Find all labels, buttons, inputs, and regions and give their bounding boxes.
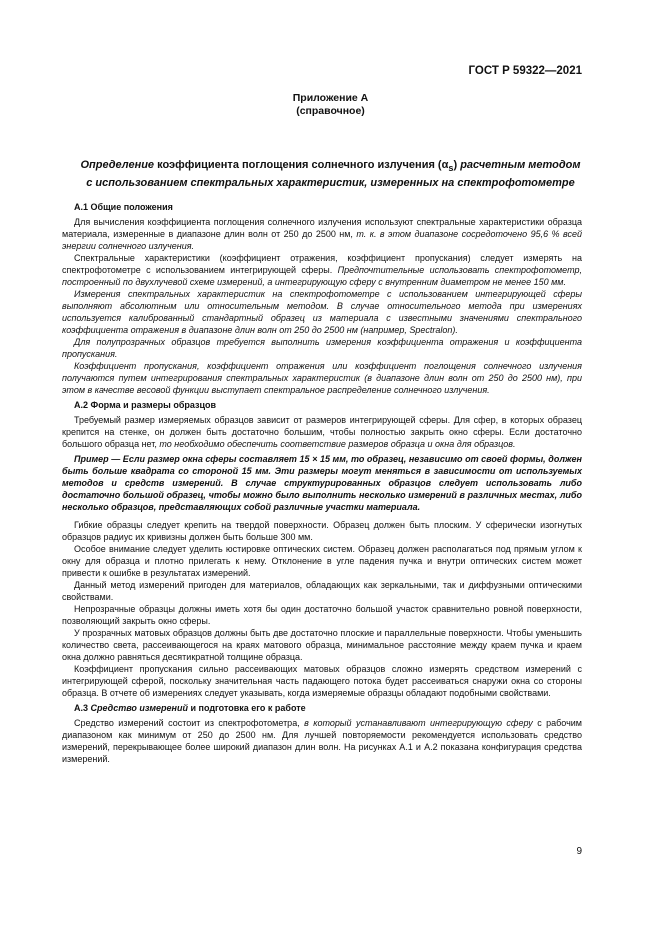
title-part-4: расчетным методом <box>460 159 581 171</box>
a1-p1-text: Для вычисления коэффициента поглощения солнечного излучения используют спектральные характеристики образца материала, измеренные в диапазоне длин волн от 250 до 2500 нм, <box>62 217 582 239</box>
title-part-3: ) <box>453 159 461 171</box>
a3-heading-italic: Средство измерений <box>90 703 188 713</box>
section-a1-paragraph: Коэффициент пропускания, коэффициент отражения или коэффициент поглощения солнечного излучения получаются путем интегрирования спектральных характеристик (в диапазоне длин волн от 250 до 2500 нм), при этом в качестве весовой функции выступает спектральное распределение солнечного излучения. <box>62 361 582 395</box>
section-a1-paragraph <box>62 252 582 288</box>
appendix-title <box>55 158 606 191</box>
section-a3-heading <box>62 702 582 714</box>
document-body <box>62 199 582 765</box>
a3-p1-italic: в который устанавливают интегрирующую сферу <box>304 718 533 728</box>
appendix-label: Приложение А <box>292 92 369 104</box>
a1-p2-italic: Предпочтительные использовать спектрофотометр, построенный по двухлучевой схеме измерений, а интегрирующую сферу с внутренним диаметром не менее 150 мм. <box>62 265 582 287</box>
section-a2-paragraph: Непрозрачные образцы должны иметь хотя бы один достаточно большой участок сравнительно ровной поверхности, позволяющий закрыть окно сферы. <box>62 604 582 626</box>
example-paragraph: Пример — Если размер окна сферы составляет 15 × 15 мм, то образец, независимо от своей формы, должен быть больше квадрата со стороной 15 мм. Эти размеры могут меняться в зависимости от используемых методов и средств измерений. В случае структурированных образцов следует использовать либо достаточно большой образец, чтобы можно было выполнить несколько измерений в различных местах, либо несколько образцов, представляющих собой различные участки материала. <box>62 454 582 512</box>
section-a3-paragraph <box>62 717 582 765</box>
section-a1-paragraph: Для полупрозрачных образцов требуется выполнить измерения коэффициента отражения и коэффициента пропускания. <box>62 337 582 359</box>
a2-p1-text: Требуемый размер измеряемых образцов зависит от размеров интегрирующей сферы. Для сфер, в которых образец крепится на стенке, он должен быть достаточно большим, чтобы полностью закрыть окно сферы. Если достаточно большого образца нет, <box>62 415 582 449</box>
title-part-2: коэффициента поглощения солнечного излучения (α <box>154 159 449 171</box>
section-a2-paragraph: У прозрачных матовых образцов должны быть две достаточно плоские и параллельные поверхности. Чтобы уменьшить количество света, рассеивающегося на краях матового образца, минимальное расстояние между краем пучка и краем окна должно равняться десятикратной толщине образца. <box>62 628 582 662</box>
section-a1-paragraph: Измерения спектральных характеристик на спектрофотометре с использованием интегрирующей сферы выполняют абсолютным или относительным методом. В случае относительного метода при измерениях используется калиброванный стандартный образец из материала с известными значениями спектрального коэффициента отражения в диапазоне длин волн от 250 до 2500 нм (например, Spectralon). <box>62 289 582 335</box>
section-a1-paragraph <box>62 216 582 252</box>
section-a2-paragraph: Коэффициент пропускания сильно рассеивающих матовых образцов сложно измерять средством измерений с интегрирующей сферой, поскольку значительная часть падающего потока будет рассеиваться снаружи окна со стороны образца. В отчете об измерениях следует указывать, когда измеряемые образцы обладают подобными свойствами. <box>62 664 582 698</box>
a1-p1-italic: т. к. в этом диапазоне сосредоточено 95,6 % всей энергии солнечного излучения. <box>62 229 582 251</box>
section-a1-heading: А.1 Общие положения <box>74 202 173 212</box>
title-part-5: с использованием спектральных характеристик, измеренных на спектрофотометре <box>86 177 575 190</box>
standard-number: ГОСТ Р 59322—2021 <box>468 65 582 77</box>
section-a2-paragraph: Гибкие образцы следует крепить на твердой поверхности. Образец должен быть плоским. У сферически изогнутых образцов радиус их кривизны должен быть больше 300 мм. <box>62 520 582 542</box>
section-a2-paragraph: Данный метод измерений пригоден для материалов, обладающих как зеркальными, так и диффузными оптическими свойствами. <box>62 580 582 602</box>
a3-p1-text: Средство измерений состоит из спектрофотометра, <box>74 718 305 728</box>
appendix-kind: (справочное) <box>296 105 365 117</box>
a3-p1-rest: с рабочим диапазоном как минимум от 250 до 2500 нм. Для лучшей повторяемости рекомендуется использовать средство измерений, перекрывающее более широкий диапазон длин волн. На рисунках А.1 и А.2 показана конфигурация средства измерений. <box>62 718 582 764</box>
title-part-1: Определение <box>80 159 155 171</box>
a3-heading-number: А.3 <box>74 703 91 713</box>
a2-p1-italic: то необходимо обеспечить соответствие размеров образца и окна для образцов. <box>159 439 516 449</box>
title-subscript: s <box>448 163 454 174</box>
a3-heading-rest: и подготовка его к работе <box>187 703 306 713</box>
section-a2-heading: А.2 Форма и размеры образцов <box>74 400 217 410</box>
a1-p2-text: Спектральные характеристики (коэффициент отражения, коэффициент пропускания) следует измерять на спектрофотометре с использованием интегрирующей сферы. <box>62 253 582 275</box>
page-number: 9 <box>576 846 582 857</box>
section-a2-paragraph: Особое внимание следует уделить юстировке оптических систем. Образец должен располагаться под прямым углом к окну для образца и плотно прилегать к нему. Отклонение в угле падения пучка и внутри оптических систем может привести к ошибке в результатах измерений. <box>62 544 582 578</box>
section-a2-paragraph <box>62 414 582 450</box>
